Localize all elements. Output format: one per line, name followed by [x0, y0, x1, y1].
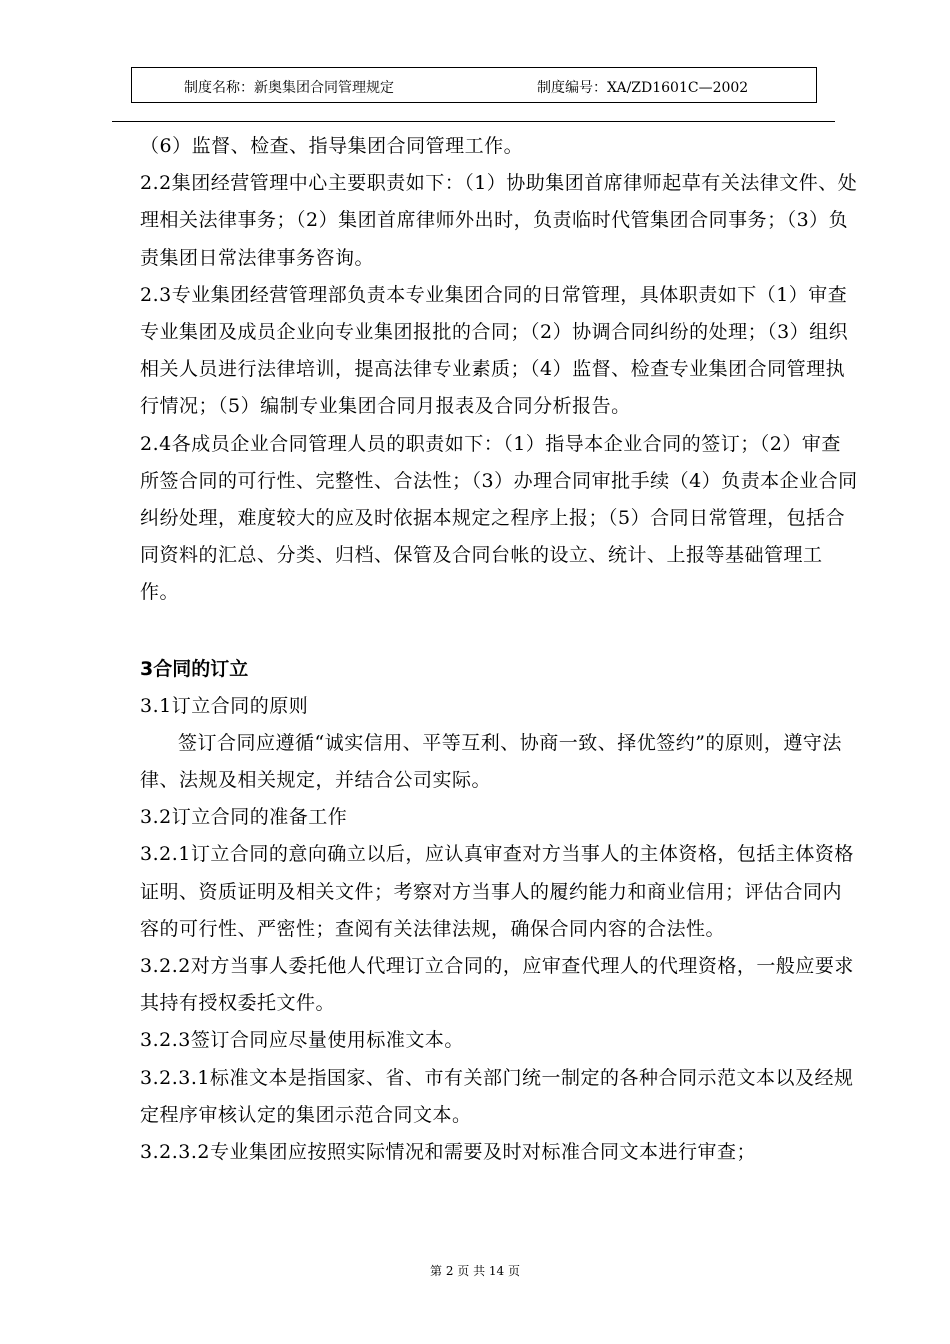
paragraph-3-2-3: 3.2.3签订合同应尽量使用标准文本。: [140, 1029, 464, 1052]
paragraph-3-1: 3.1订立合同的原则: [140, 694, 309, 717]
paragraph-3-1-body: 签订合同应遵循“诚实信用、平等互利、协商一致、择优签约”的原则，遵守法律、法规及相关规定，并结合公司实际。: [140, 731, 842, 792]
section-heading: 3合同的订立: [140, 657, 249, 680]
document-header-box: [131, 67, 817, 103]
paragraph-duty-6: （6）监督、检查、指导集团合同管理工作。: [140, 135, 524, 157]
paragraph-3-2: 3.2订立合同的准备工作: [140, 806, 348, 829]
paragraph-2-4: 2.4各成员企业合同管理人员的职责如下：（1）指导本企业合同的签订；（2）审查所签合同的可行性、完整性、合法性；（3）办理合同审批手续（4）负责本企业合同纠纷处理，难度较大的应及时依据本规定之程序上报；（5）合同日常管理，包括合同资料的汇总、分类、归档、保管及合同台帐的设立、统计、上报等基础管理工作。: [140, 432, 858, 604]
regulation-name: 制度名称：新奥集团合同管理规定: [184, 80, 394, 96]
paragraph-2-2: 2.2集团经营管理中心主要职责如下：（1）协助集团首席律师起草有关法律文件、处理相关法律事务；（2）集团首席律师外出时，负责临时代管集团合同事务；（3）负责集团日常法律事务咨询。: [140, 172, 858, 269]
paragraph-3-2-1: 3.2.1订立合同的意向确立以后，应认真审查对方当事人的主体资格，包括主体资格证明、资质证明及相关文件；考察对方当事人的履约能力和商业信用；评估合同内容的可行性、严密性；查阅有关法律法规，确保合同内容的合法性。: [140, 843, 854, 940]
paragraph-3-2-3-1: 3.2.3.1标准文本是指国家、省、市有关部门统一制定的各种合同示范文本以及经规定程序审核认定的集团示范合同文本。: [140, 1066, 854, 1126]
paragraph-3-2-2: 3.2.2对方当事人委托他人代理订立合同的，应审查代理人的代理资格，一般应要求其持有授权委托文件。: [140, 955, 854, 1015]
paragraph-2-3: 2.3专业集团经营管理部负责本专业集团合同的日常管理，具体职责如下（1）审查专业集团及成员企业向专业集团报批的合同；（2）协调合同纠纷的处理；（3）组织相关人员进行法律培训，提高法律专业素质；（4）监督、检查专业集团合同管理执行情况；（5）编制专业集团合同月报表及合同分析报告。: [140, 283, 849, 418]
header-divider: [112, 121, 835, 122]
regulation-code: 制度编号：XA/ZD1601C—2002: [537, 80, 749, 96]
paragraph-3-2-3-2: 3.2.3.2专业集团应按照实际情况和需要及时对标准合同文本进行审查；: [140, 1141, 756, 1164]
document-body: [140, 128, 860, 1171]
page-number: 第 2 页 共 14 页: [430, 1264, 520, 1278]
